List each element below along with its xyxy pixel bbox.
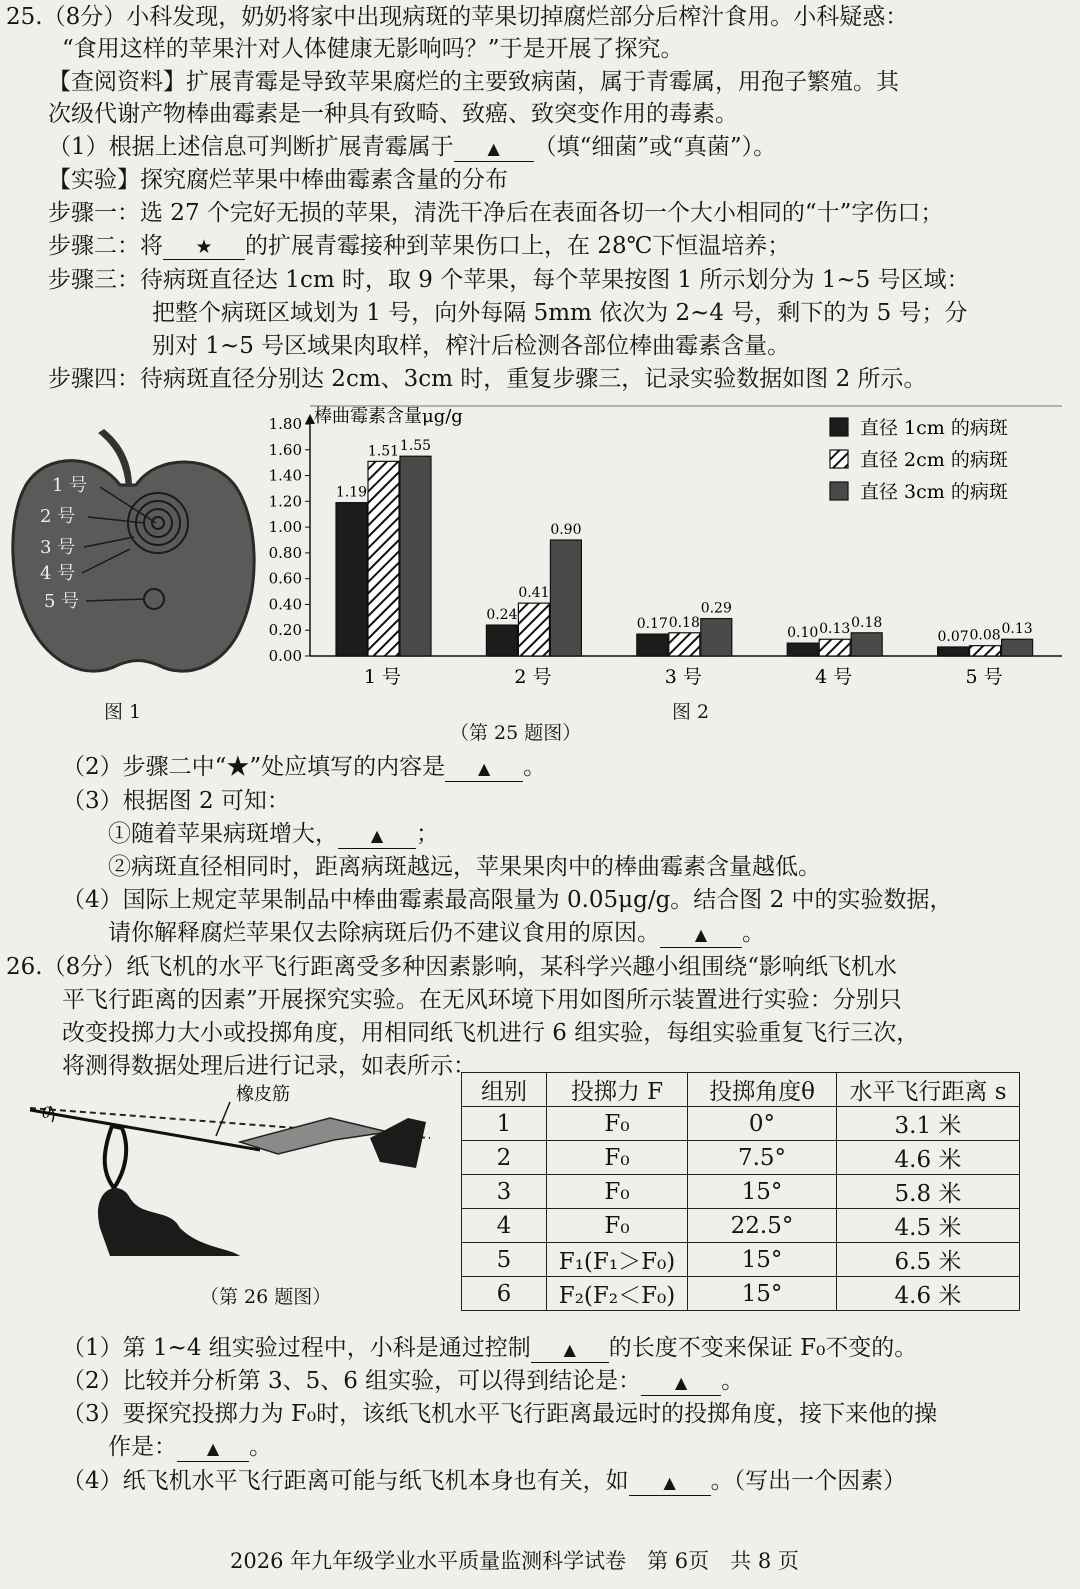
q25-sub4-text: 请你解释腐烂苹果仅去除病斑后仍不建议食用的原因。 bbox=[108, 920, 660, 946]
y-tick-label: 1.60 bbox=[268, 440, 302, 459]
cell-distance: 4.5 米 bbox=[837, 1209, 1020, 1243]
data-label: 0.24 bbox=[486, 607, 518, 624]
q25-sub4-cont bbox=[108, 918, 765, 948]
bar bbox=[819, 639, 850, 656]
y-axis-label: 棒曲霉素含量μg/g bbox=[314, 406, 463, 427]
cell-angle: 15° bbox=[688, 1175, 837, 1209]
bar bbox=[851, 633, 882, 656]
q25-experiment-title: 【实验】探究腐烂苹果中棒曲霉素含量的分布 bbox=[48, 167, 508, 193]
legend-swatch bbox=[830, 482, 848, 500]
q26-line-3: 改变投掷力大小或投掷角度，用相同纸飞机进行 6 组实验，每组实验重复飞行三次， bbox=[62, 1020, 920, 1046]
data-label: 0.13 bbox=[1001, 621, 1033, 638]
q26-line-4: 将测得数据处理后进行记录，如表所示： bbox=[62, 1053, 476, 1079]
experiment-table bbox=[461, 1072, 1020, 1311]
band-pointer bbox=[216, 1102, 230, 1136]
bar bbox=[701, 619, 732, 656]
bar bbox=[1002, 639, 1033, 656]
q26-sub1-text: （1）第 1~4 组实验过程中，小科是通过控制 bbox=[62, 1335, 531, 1361]
q25-step-3: 步骤三：待病斑直径达 1cm 时，取 9 个苹果，每个苹果按图 1 所示划分为 1~5 号区域： bbox=[48, 267, 970, 293]
bar bbox=[486, 625, 517, 656]
q25-sub2-text: （2）步骤二中“★”处应填写的内容是 bbox=[62, 754, 446, 780]
rubber-band-label: 橡皮筋 bbox=[236, 1084, 290, 1105]
cell-group: 4 bbox=[462, 1209, 547, 1243]
q26-figure-caption: （第 26 题图） bbox=[200, 1286, 332, 1308]
data-label: 0.10 bbox=[787, 625, 819, 642]
legend-swatch bbox=[830, 418, 848, 436]
q25-sub1-text: （1）根据上述信息可判断扩展青霉属于 bbox=[48, 134, 454, 160]
page-footer: 2026 年九年级学业水平质量监测科学试卷 第 6页 共 8 页 bbox=[230, 1549, 799, 1573]
answer-blank-q26-4[interactable] bbox=[629, 1469, 711, 1496]
q26-sub4-text: （4）纸飞机水平飞行距离可能与纸飞机本身也有关，如 bbox=[62, 1468, 629, 1494]
data-label: 1.51 bbox=[367, 443, 400, 460]
bar bbox=[336, 503, 367, 656]
region-label-4: 4 号 bbox=[40, 563, 76, 584]
cell-force: F₀ bbox=[547, 1107, 688, 1141]
cell-angle: 0° bbox=[688, 1107, 837, 1141]
cell-force: F₂(F₂＜F₀) bbox=[547, 1277, 688, 1311]
q25-line-2: “食用这样的苹果汁对人体健康无影响吗？”于是开展了探究。 bbox=[62, 36, 684, 62]
holding-hand bbox=[370, 1118, 426, 1168]
cell-group: 1 bbox=[462, 1107, 547, 1141]
data-label: 0.18 bbox=[851, 614, 883, 631]
data-label: 0.13 bbox=[819, 621, 851, 638]
cell-group: 5 bbox=[462, 1243, 547, 1277]
blank-mark: ▲ bbox=[663, 1473, 676, 1492]
q25-line-1: 25.（8分）小科发现，奶奶将家中出现病斑的苹果切掉腐烂部分后榨汁食用。小科疑惑： bbox=[6, 4, 909, 30]
blank-mark: ▲ bbox=[694, 925, 708, 944]
q25-sub3-1-tail: ； bbox=[416, 821, 439, 847]
answer-blank-q25-4[interactable] bbox=[660, 921, 742, 948]
q25-sub1-tail: （填“细菌”或“真菌”）。 bbox=[533, 134, 777, 160]
header-distance: 水平飞行距离 s bbox=[837, 1073, 1020, 1107]
bar bbox=[970, 646, 1001, 656]
bar bbox=[787, 643, 818, 656]
blank-mark: ▲ bbox=[206, 1439, 220, 1458]
blank-mark: ▲ bbox=[563, 1340, 576, 1359]
q25-sub3-1 bbox=[108, 819, 439, 849]
answer-blank-q26-2[interactable] bbox=[641, 1369, 721, 1396]
bar bbox=[669, 633, 700, 656]
x-tick-label: 5 号 bbox=[965, 666, 1003, 688]
apple-figure bbox=[8, 425, 258, 685]
q25-sub2 bbox=[62, 752, 546, 782]
bar bbox=[400, 456, 431, 656]
y-tick-label: 0.20 bbox=[268, 621, 302, 640]
cell-distance: 4.6 米 bbox=[837, 1277, 1020, 1311]
y-tick-label: 0.80 bbox=[268, 543, 302, 562]
data-label: 0.90 bbox=[550, 522, 582, 538]
q25-step-4: 步骤四：待病斑直径分别达 2cm、3cm 时，重复步骤三，记录实验数据如图 2 所示。 bbox=[48, 366, 927, 392]
header-angle: 投掷角度θ bbox=[688, 1073, 837, 1107]
q26-sub2 bbox=[62, 1366, 744, 1396]
q25-sub4: （4）国际上规定苹果制品中棒曲霉素最高限量为 0.05μg/g。结合图 2 中的实验数据， bbox=[62, 887, 953, 913]
data-label: 1.55 bbox=[399, 438, 432, 455]
q25-step-2-text: 步骤二：将 bbox=[48, 233, 163, 259]
q26-sub3-cont bbox=[108, 1432, 272, 1462]
fig2-caption: 图 2 bbox=[672, 701, 710, 723]
q25-sub2-tail: 。 bbox=[523, 754, 547, 780]
launcher-figure bbox=[30, 1078, 450, 1268]
region-label-3: 3 号 bbox=[40, 537, 76, 558]
q26-sub3-tail: 。 bbox=[249, 1434, 272, 1460]
bar-chart bbox=[262, 404, 1072, 704]
q26-sub2-tail: 。 bbox=[721, 1368, 745, 1394]
y-tick-label: 1.80 bbox=[268, 415, 302, 433]
y-tick-label: 1.20 bbox=[268, 492, 302, 511]
cell-distance: 5.8 米 bbox=[837, 1175, 1020, 1209]
answer-blank-q25-1[interactable] bbox=[454, 135, 534, 162]
q25-sub4-tail: 。 bbox=[742, 920, 765, 946]
cell-distance: 3.1 米 bbox=[837, 1107, 1020, 1141]
legend-label: 直径 3cm 的病斑 bbox=[860, 481, 1008, 503]
cell-angle: 15° bbox=[688, 1277, 837, 1311]
cell-force: F₀ bbox=[547, 1175, 688, 1209]
q25-sub1 bbox=[48, 132, 776, 162]
theta-label: θ bbox=[42, 1104, 52, 1122]
data-label: 0.41 bbox=[518, 585, 550, 602]
fig1-caption: 图 1 bbox=[104, 701, 142, 723]
answer-blank-q25-2[interactable] bbox=[445, 755, 523, 782]
x-tick-label: 1 号 bbox=[363, 666, 402, 688]
answer-blank-q26-1[interactable] bbox=[531, 1336, 609, 1363]
star-blank[interactable] bbox=[163, 234, 245, 260]
q25-figure-caption: （第 25 题图） bbox=[450, 722, 582, 744]
bar bbox=[550, 540, 581, 656]
answer-blank-q25-3[interactable] bbox=[338, 822, 416, 849]
cell-angle: 22.5° bbox=[688, 1209, 837, 1243]
y-tick-label: 0.00 bbox=[268, 647, 302, 665]
q25-step-2-tail: 的扩展青霉接种到苹果伤口上，在 28℃下恒温培养； bbox=[245, 233, 791, 259]
x-tick-label: 3 号 bbox=[664, 666, 702, 688]
x-tick-label: 2 号 bbox=[514, 666, 552, 688]
q26-sub3: （3）要探究投掷力为 F₀时，该纸飞机水平飞行距离最远时的投掷角度，接下来他的操 bbox=[62, 1401, 938, 1427]
region-label-1: 1 号 bbox=[52, 475, 88, 496]
cell-group: 6 bbox=[462, 1277, 547, 1311]
cell-distance: 4.6 米 bbox=[837, 1141, 1020, 1175]
blank-mark: ▲ bbox=[675, 1373, 688, 1392]
q26-line-2: 平飞行距离的因素”开展探究实验。在无风环境下用如图所示装置进行实验：分别只 bbox=[62, 987, 902, 1013]
table-row bbox=[462, 1175, 1020, 1209]
bar bbox=[938, 647, 969, 656]
answer-blank-q26-3[interactable] bbox=[177, 1435, 249, 1462]
cell-group: 3 bbox=[462, 1175, 547, 1209]
cell-force: F₀ bbox=[547, 1141, 688, 1175]
data-label: 0.29 bbox=[700, 600, 732, 617]
data-label: 0.07 bbox=[937, 628, 969, 645]
data-label: 1.19 bbox=[335, 484, 368, 501]
table-row bbox=[462, 1277, 1020, 1311]
legend-label: 直径 1cm 的病斑 bbox=[860, 417, 1008, 439]
bar bbox=[637, 634, 668, 656]
bar bbox=[518, 603, 549, 656]
q25-line-3: 【查阅资料】扩展青霉是导致苹果腐烂的主要致病菌，属于青霉属，用孢子繁殖。其 bbox=[48, 69, 899, 95]
y-tick-label: 0.40 bbox=[268, 595, 302, 614]
header-force: 投掷力 F bbox=[547, 1073, 688, 1107]
table-row bbox=[462, 1243, 1020, 1277]
data-label: 0.08 bbox=[969, 627, 1001, 644]
q26-line-1: 26.（8分）纸飞机的水平飞行距离受多种因素影响，某科学兴趣小组围绕“影响纸飞机水 bbox=[6, 954, 897, 980]
data-label: 0.18 bbox=[668, 614, 700, 631]
hand-silhouette bbox=[98, 1188, 240, 1256]
q25-sub3-1-text: ①随着苹果病斑增大， bbox=[108, 821, 338, 847]
blank-mark: ▲ bbox=[487, 139, 500, 158]
star-mark: ★ bbox=[195, 236, 213, 258]
paper-plane bbox=[240, 1118, 388, 1154]
y-tick-label: 0.60 bbox=[268, 569, 302, 588]
header-group: 组别 bbox=[462, 1073, 547, 1107]
y-tick-label: 1.00 bbox=[268, 518, 302, 537]
x-tick-label: 4 号 bbox=[815, 666, 853, 688]
region-label-2: 2 号 bbox=[40, 506, 76, 527]
q26-sub3-text: 作是： bbox=[108, 1434, 177, 1460]
q25-sub3: （3）根据图 2 可知： bbox=[62, 788, 290, 814]
q25-line-4: 次级代谢产物棒曲霉素是一种具有致畸、致癌、致突变作用的毒素。 bbox=[48, 101, 738, 127]
y-tick-label: 1.40 bbox=[268, 466, 302, 485]
table-row bbox=[462, 1141, 1020, 1175]
cell-force: F₀ bbox=[547, 1209, 688, 1243]
q25-step-2 bbox=[48, 231, 790, 261]
cell-angle: 7.5° bbox=[688, 1141, 837, 1175]
table-row bbox=[462, 1107, 1020, 1141]
q25-sub3-2: ②病斑直径相同时，距离病斑越远，苹果果肉中的棒曲霉素含量越低。 bbox=[108, 854, 821, 880]
blank-mark: ▲ bbox=[370, 826, 384, 845]
q26-sub2-text: （2）比较并分析第 3、5、6 组实验，可以得到结论是： bbox=[62, 1368, 642, 1394]
q25-step-3-cont: 把整个病斑区域划为 1 号，向外每隔 5mm 依次为 2~4 号，剩下的为 5 号；分 bbox=[152, 300, 968, 326]
cell-force: F₁(F₁＞F₀) bbox=[547, 1243, 688, 1277]
q26-sub4 bbox=[62, 1466, 906, 1496]
cell-distance: 6.5 米 bbox=[837, 1243, 1020, 1277]
table-header-row bbox=[462, 1073, 1020, 1107]
q26-sub4-tail: 。（写出一个因素） bbox=[710, 1468, 907, 1494]
rubber-loop bbox=[105, 1126, 126, 1188]
legend-swatch bbox=[830, 450, 848, 468]
legend-label: 直径 2cm 的病斑 bbox=[860, 449, 1008, 471]
q25-step-3-cont2: 别对 1~5 号区域果肉取样，榨汁后检测各部位棒曲霉素含量。 bbox=[152, 333, 791, 359]
cell-group: 2 bbox=[462, 1141, 547, 1175]
table-row bbox=[462, 1209, 1020, 1243]
bar bbox=[368, 461, 399, 656]
q26-sub1 bbox=[62, 1333, 917, 1363]
blank-mark: ▲ bbox=[478, 759, 491, 778]
q26-sub1-tail: 的长度不变来保证 F₀不变的。 bbox=[608, 1335, 918, 1361]
data-label: 0.17 bbox=[636, 616, 668, 633]
q25-step-1: 步骤一：选 27 个完好无损的苹果，清洗干净后在表面各切一个大小相同的“十”字伤口； bbox=[48, 200, 944, 226]
cell-angle: 15° bbox=[688, 1243, 837, 1277]
region-label-5: 5 号 bbox=[44, 591, 80, 612]
